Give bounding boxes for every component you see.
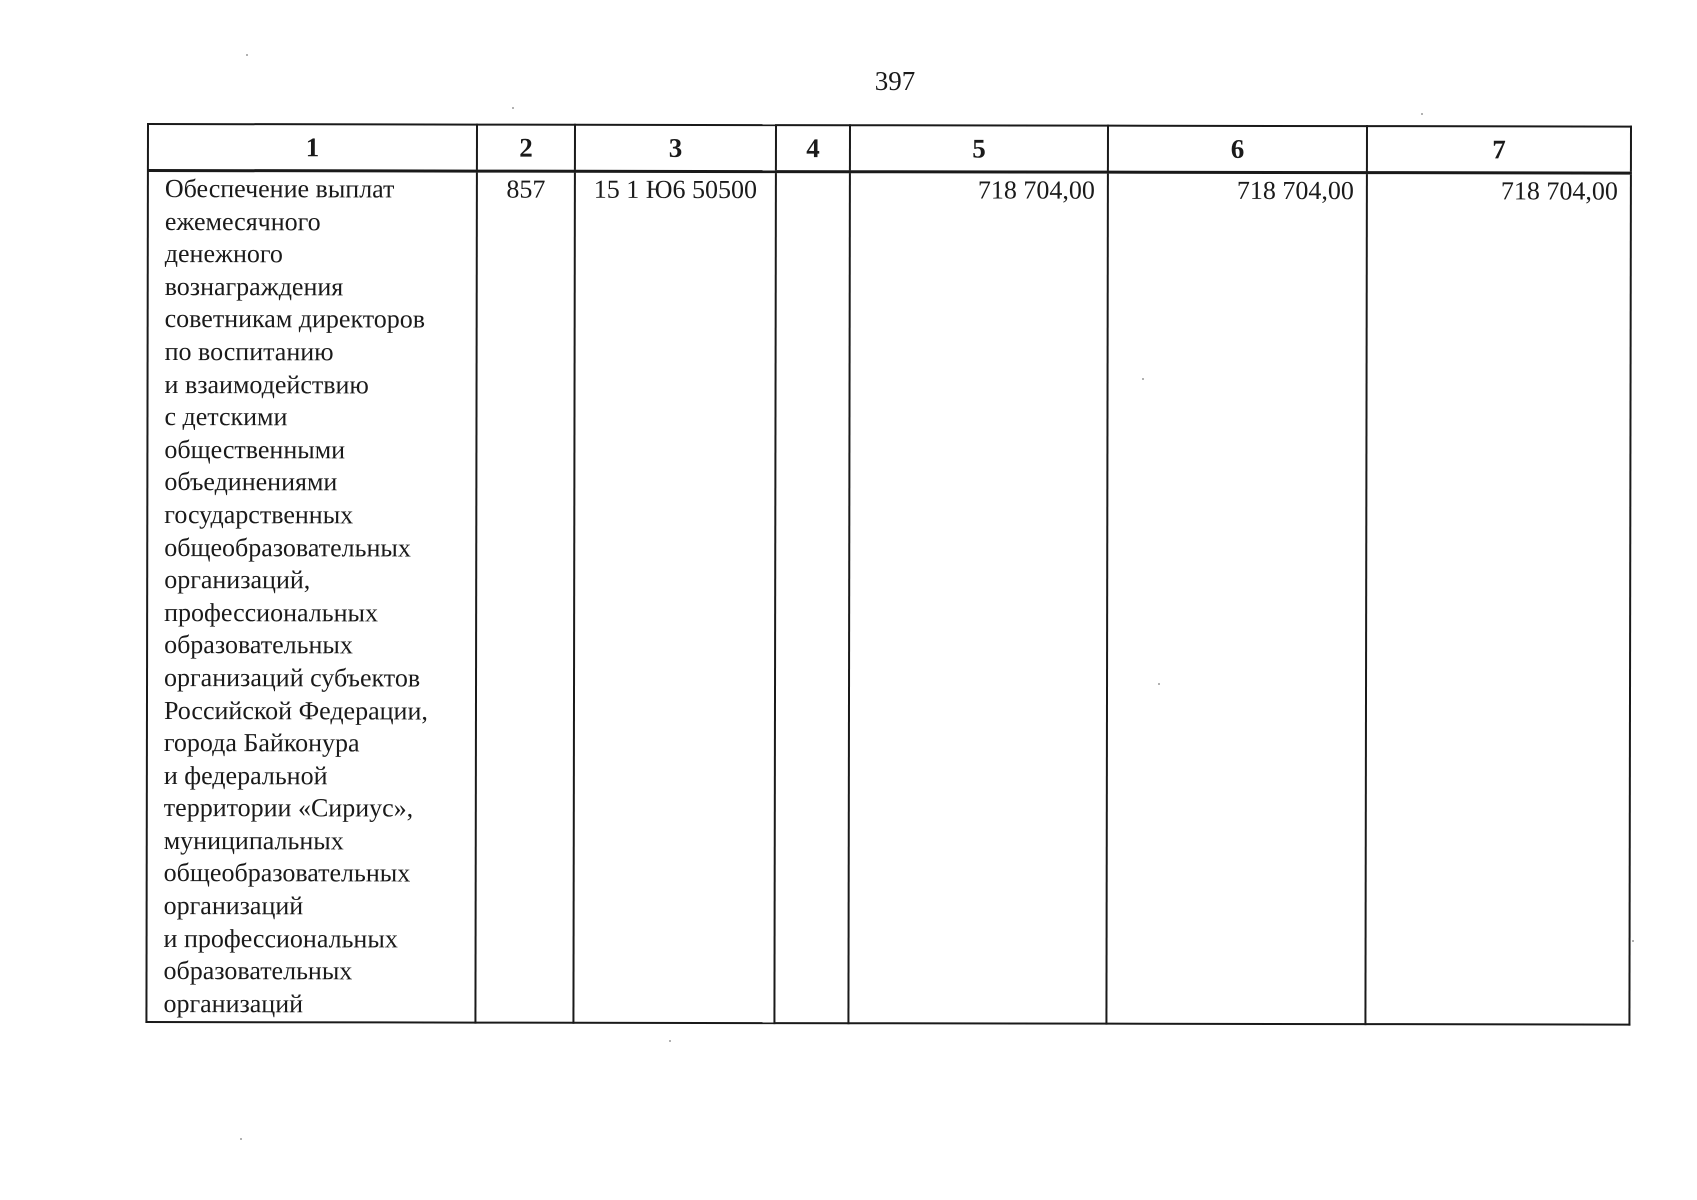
description-line: организаций — [163, 891, 304, 921]
description-line: общеобразовательных — [164, 532, 411, 562]
description-line: и взаимодействию — [164, 369, 369, 399]
description-line: организаций, — [164, 565, 311, 595]
ministry-code-cell: 857 — [475, 171, 574, 1023]
page-number: 397 — [874, 66, 916, 96]
description-line: и профессиональных — [163, 923, 398, 954]
scan-speck — [1158, 683, 1160, 685]
description-line: города Байконура — [163, 728, 360, 758]
column-header-7: 7 — [1367, 126, 1631, 173]
description-line: общеобразовательных — [163, 858, 411, 888]
scan-speck — [246, 54, 248, 56]
description-line: вознаграждения — [164, 271, 344, 302]
description-line: образовательных — [163, 956, 353, 986]
target-code-cell: 15 1 Ю6 50500 — [573, 171, 775, 1023]
description-line: с детскими — [164, 402, 288, 432]
column-header-5: 5 — [850, 125, 1108, 172]
description-line: государственных — [164, 499, 354, 530]
description-line: и федеральной — [163, 760, 328, 791]
amount-cell-6: 718 704,00 — [1106, 172, 1366, 1024]
description-line: организаций субъектов — [164, 662, 421, 693]
column-header-2: 2 — [477, 125, 575, 172]
description-line: образовательных — [164, 630, 353, 660]
scan-speck — [1632, 940, 1634, 942]
description-line: Обеспечение выплат — [164, 174, 395, 204]
scan-speck — [1142, 378, 1144, 380]
scan-speck — [512, 107, 514, 109]
column-header-3: 3 — [575, 125, 776, 172]
table-row — [146, 171, 1630, 1025]
description-line: денежного — [164, 239, 283, 269]
column-header-6: 6 — [1108, 126, 1367, 173]
description-cell — [146, 171, 476, 1023]
budget-table — [145, 123, 1632, 1026]
description-line: организаций — [163, 988, 304, 1019]
description-line: ежемесячного — [164, 206, 321, 236]
description-line: объединениями — [164, 467, 338, 497]
description-line: Российской Федерации, — [163, 695, 428, 725]
description-line: муниципальных — [163, 825, 344, 856]
amount-cell-7: 718 704,00 — [1365, 173, 1630, 1025]
description-line: территории «Сириус», — [163, 793, 414, 823]
description-line: по воспитанию — [164, 336, 334, 367]
description-line: общественными — [164, 434, 346, 465]
column-header-1: 1 — [148, 124, 477, 171]
scan-speck — [240, 1138, 242, 1140]
expense-type-cell — [774, 172, 849, 1024]
description-line: профессиональных — [164, 597, 379, 628]
amount-cell-5: 718 704,00 — [848, 172, 1107, 1024]
column-header-4: 4 — [776, 125, 850, 172]
description-line: советникам директоров — [164, 304, 426, 334]
scan-speck — [1421, 113, 1423, 115]
header-row — [148, 124, 1631, 173]
scan-speck — [669, 1040, 671, 1042]
